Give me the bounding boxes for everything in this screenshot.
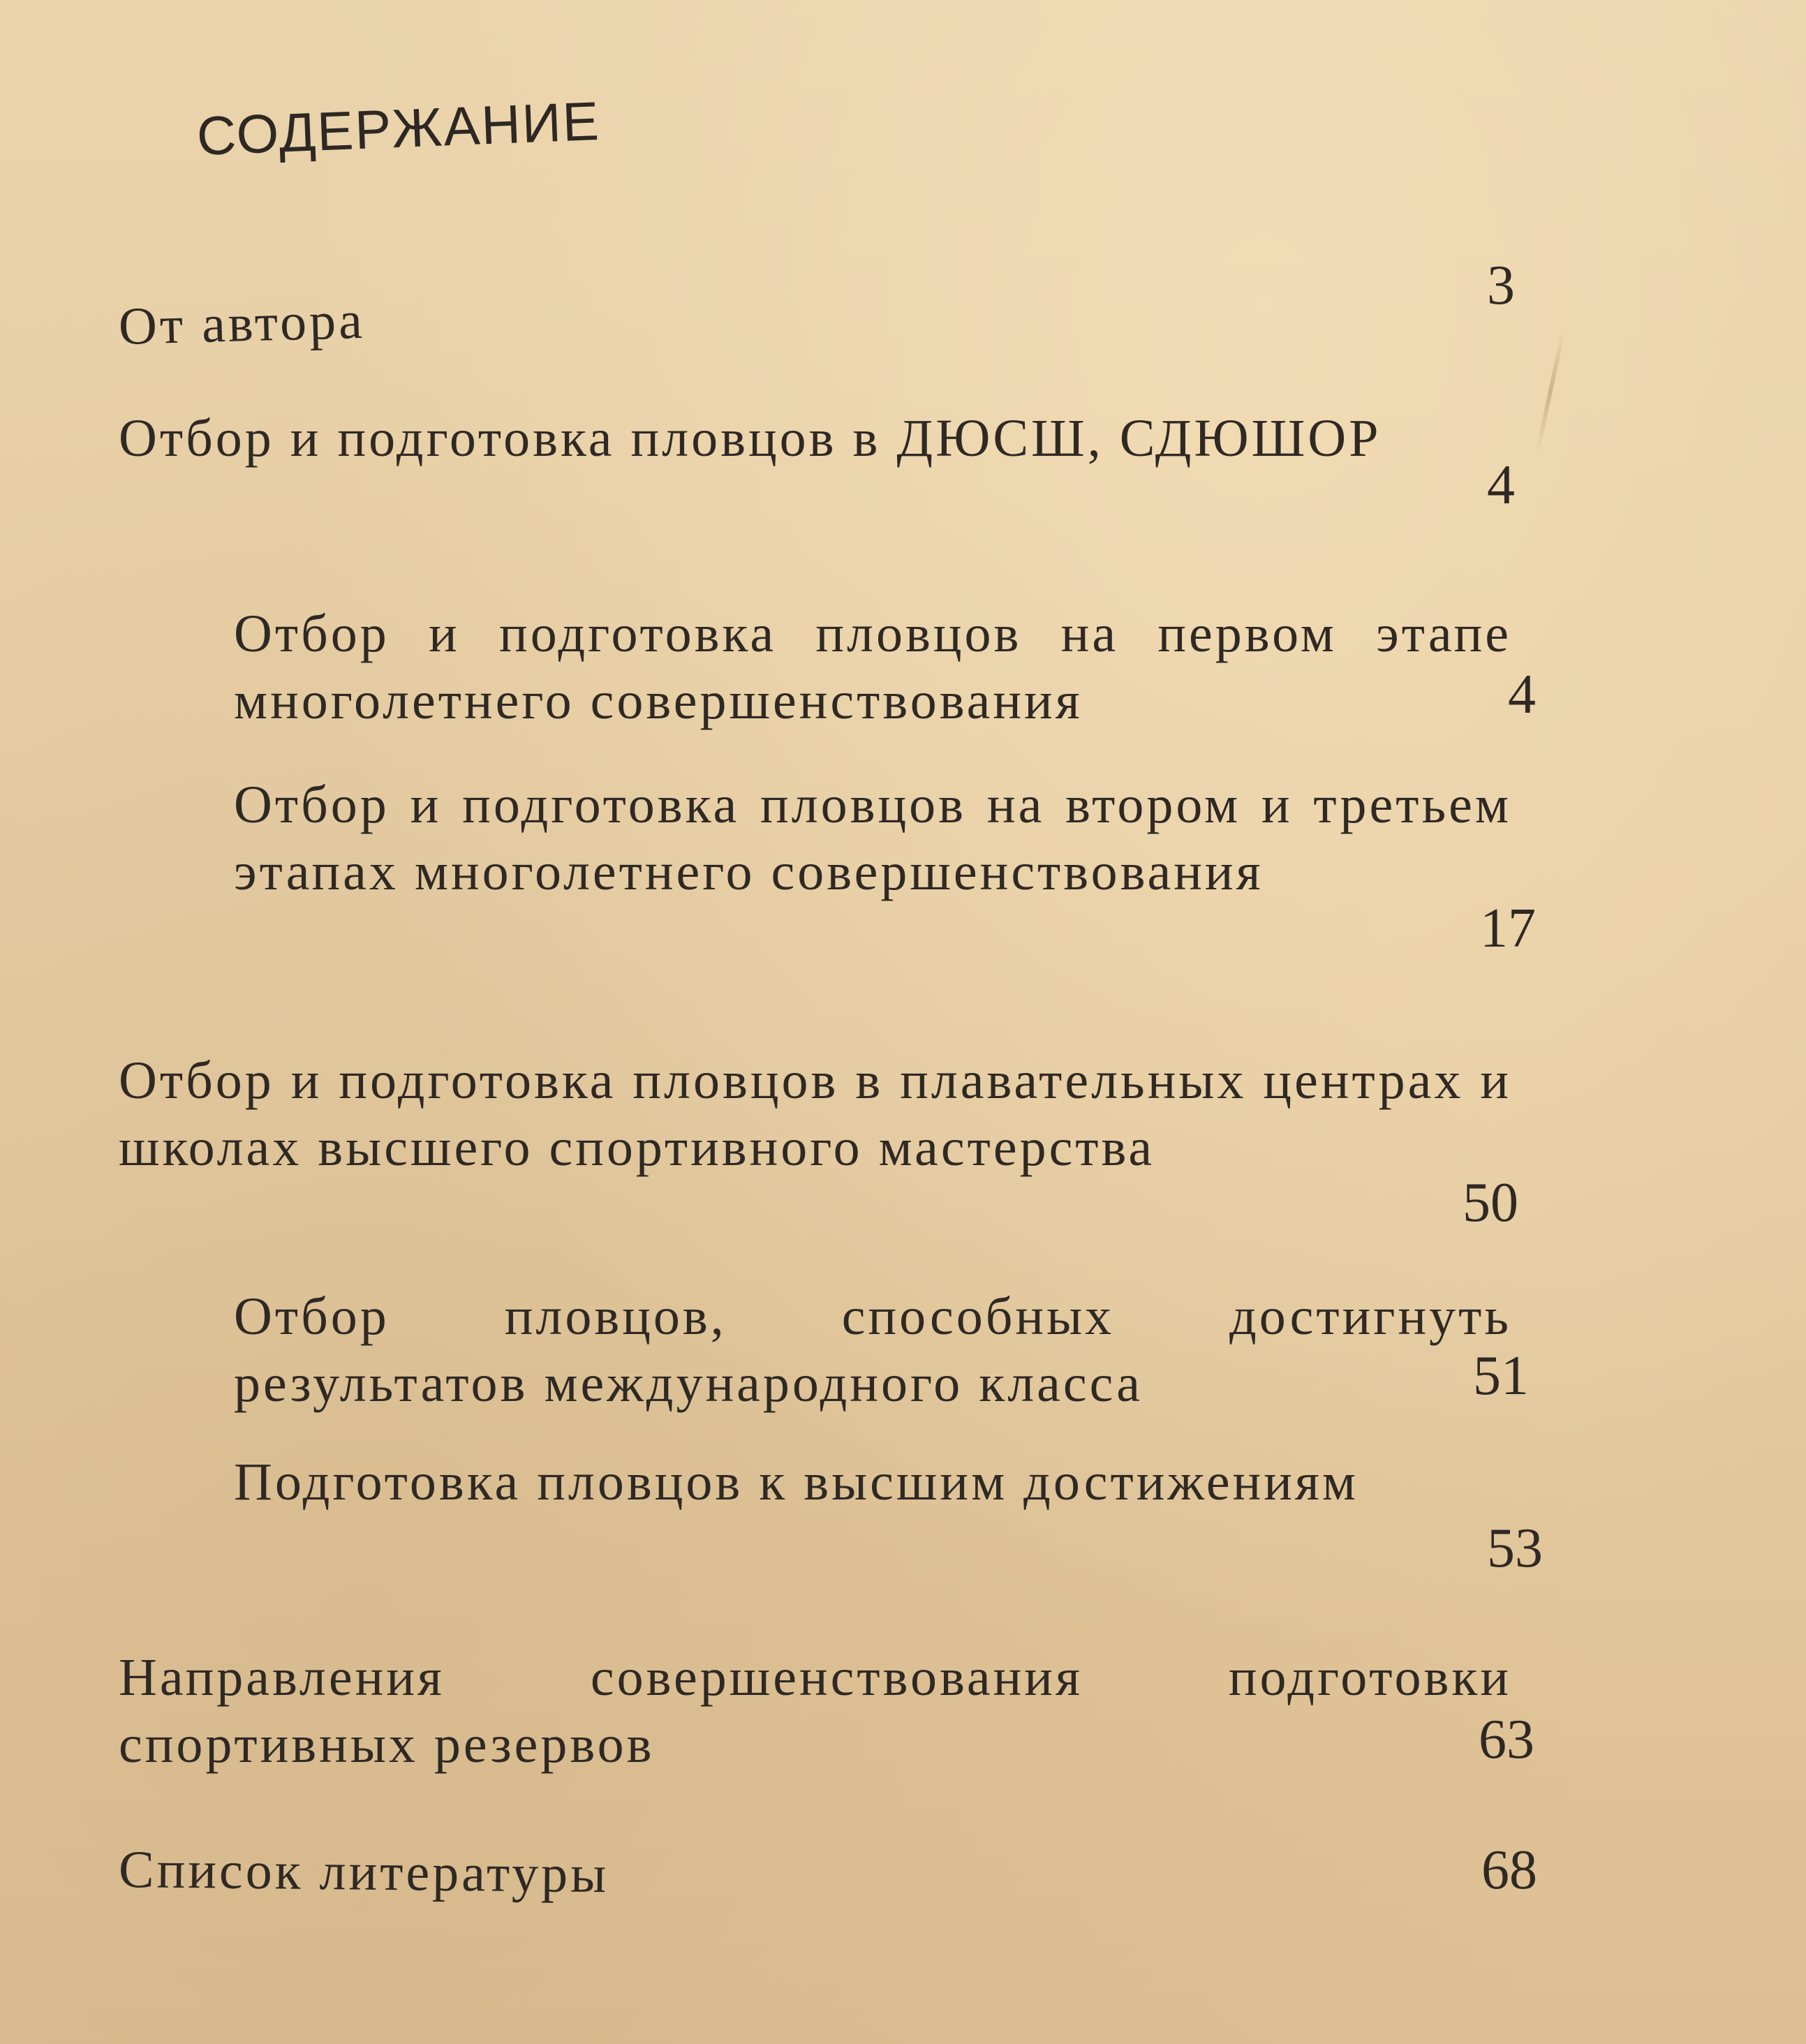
- toc-entry-page: 4: [1487, 454, 1515, 516]
- toc-entry-title: Отбор и подготовка пловцов на втором и третьем этапах многолетнего совершенствования: [234, 776, 1511, 901]
- toc-entry-subsection-2-1: [234, 1283, 1529, 1423]
- toc-entry-title: Отбор пловцов, способных достигнуть результатов международного класса: [234, 1287, 1511, 1413]
- toc-entry-page: 3: [1487, 255, 1515, 316]
- toc-entry-page: 17: [1480, 898, 1536, 959]
- toc-entry-title: Подготовка пловцов к высшим достижениям: [234, 1453, 1359, 1511]
- toc-entry-page: 68: [1481, 1839, 1537, 1901]
- contents-heading: СОДЕРЖАНИЕ: [195, 89, 602, 167]
- toc-entry-subsection-2-2: [234, 1449, 1543, 1588]
- toc-entry-subsection-1-1: [234, 600, 1536, 740]
- toc-entry-page: 63: [1479, 1709, 1534, 1770]
- toc-entry-subsection-1-2: [234, 771, 1536, 981]
- toc-entry-section-2: [119, 1047, 1518, 1257]
- toc-entry-title: Отбор и подготовка пловцов на первом этапе многолетнего совершенствования: [234, 605, 1511, 730]
- toc-entry-title: Отбор и подготовка пловцов в плавательных центрах и школах высшего спортивного мастерства: [119, 1051, 1511, 1177]
- toc-entry-bibliography: [118, 1836, 1537, 1920]
- toc-entry-title: Список литературы: [118, 1840, 609, 1904]
- toc-entry-section-3: [119, 1644, 1534, 1784]
- toc-entry-title: Направления совершенствования подготовки спортивных резервов: [119, 1648, 1511, 1774]
- toc-entry-from-author: [117, 255, 1515, 377]
- toc-entry-page: 53: [1487, 1518, 1543, 1579]
- toc-entry-title: Отбор и подготовка пловцов в ДЮСШ, СДЮШОР: [119, 409, 1382, 468]
- toc-entry-page: 4: [1508, 664, 1536, 725]
- paper-crease: [1535, 329, 1565, 452]
- toc-entry-page: 51: [1473, 1345, 1529, 1407]
- toc-entry-title: От автора: [117, 290, 366, 356]
- toc-entry-section-1: [119, 405, 1515, 558]
- toc-entry-page: 50: [1463, 1172, 1518, 1234]
